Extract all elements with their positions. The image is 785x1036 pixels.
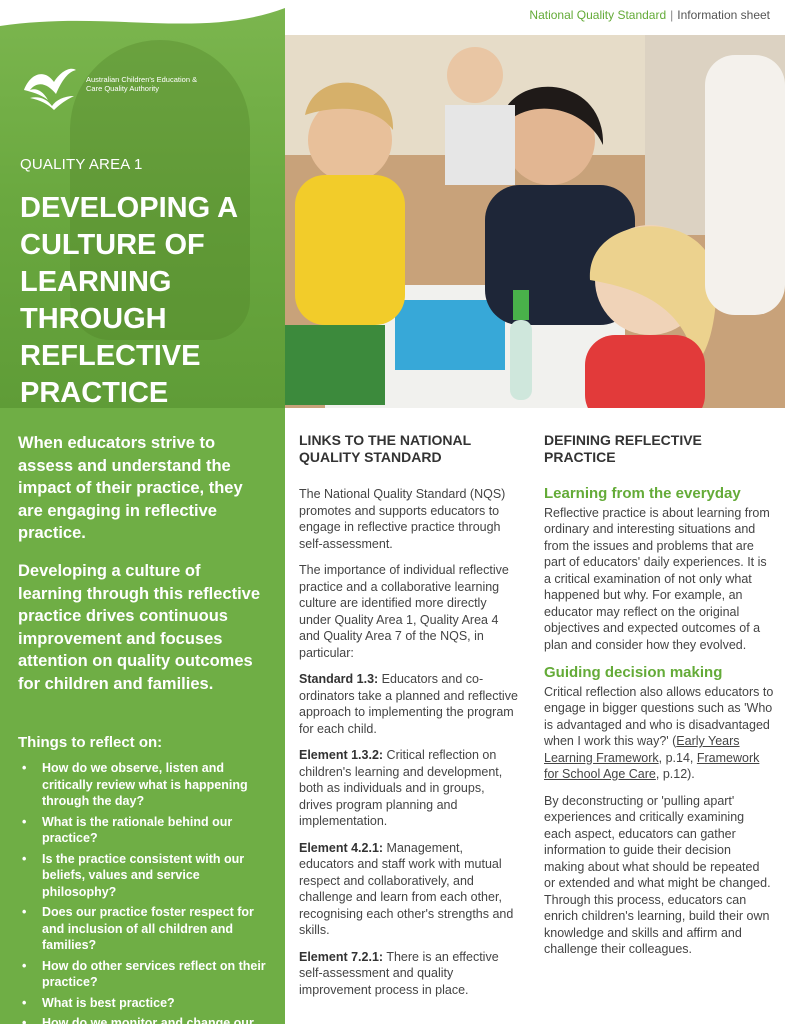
header-bar: [285, 0, 785, 35]
nqs-item-element-1-3-2: [299, 747, 521, 830]
links-paragraph-2: The importance of individual reflective practice and a collaborative learning culture are identified more directly under Quality Area 1, Quality Area 4 and Quality Area 7 of the NQS, in particular:: [299, 563, 509, 660]
list-item: • How do other services reflect on their practice?: [18, 958, 268, 991]
left-column: [0, 408, 285, 1030]
list-item: • What is the rationale behind our practice?: [18, 814, 268, 847]
intro-statement-1: When educators strive to assess and understand the impact of their practice, they are engaging in reflective practice.: [18, 434, 243, 542]
nqs-item-label: Element 1.3.2:: [299, 748, 384, 762]
list-item: • How do we observe, listen and critically review what is happening through the day?: [18, 760, 268, 810]
nqs-item-text: Critical reflection on children's learning and development, both as individuals and in groups, drives program planning and implementation.: [299, 748, 503, 828]
sub-heading-decision: Guiding decision making: [544, 664, 723, 681]
header-nqs: National Quality Standard: [529, 8, 667, 22]
hero-green-panel: [0, 0, 285, 408]
defining-heading: DEFINING REFLECTIVE PRACTICE: [544, 432, 702, 465]
header-info: Information sheet: [677, 8, 770, 22]
header-separator: |: [670, 8, 674, 22]
nqs-item-element-4-2-1: [299, 840, 521, 939]
list-item: • How do we monitor and change our: [18, 1015, 268, 1032]
decision-paragraph: [544, 684, 774, 783]
everyday-paragraph: Reflective practice is about learning from ordinary and interesting situations and from the issues and problems that are part of educators' daily experiences. It is a critical examination of not only what happened but why. For example, an educator may reflect on the original objectives and expected outcomes of a plan and consider how they evolved.: [544, 505, 770, 652]
nqs-item-text: There is an effective self-assessment and quality improvement process in place.: [299, 949, 499, 997]
nqs-item-text: Management, educators and staff work with mutual respect and collaboratively, and challenge and learn from each other, recognising each other's strengths and skills.: [299, 840, 514, 937]
hero-section: [0, 0, 785, 408]
classroom-photo-illustration: [285, 35, 785, 408]
nqs-item-text: Educators and co-ordinators take a planned and reflective approach to implementing the program for each child.: [299, 672, 518, 736]
intro-statement-2: Developing a culture of learning through this reflective practice drives continuous improvement and focuses attention on quality outcomes for children and families.: [18, 562, 261, 693]
acecqa-logo-icon: [20, 60, 80, 110]
eylf-link[interactable]: Early Years Learning Framework: [544, 734, 740, 765]
deconstructing-paragraph: By deconstructing or 'pulling apart' experiences and critically examining each aspect, educators can gather information to guide their decision making about what should be repeated or extended and what might be changed. Through this process, educators can enrich children's learning, build their own knowledge and skills and affirm and challenge their colleagues.: [544, 793, 771, 956]
fsac-link[interactable]: Framework for School Age Care: [544, 750, 760, 781]
nqs-item-label: Element 4.2.1:: [299, 840, 384, 855]
links-heading: LINKS TO THE NATIONAL QUALITY STANDARD: [299, 432, 471, 465]
quality-area-label: QUALITY AREA 1: [20, 156, 143, 173]
nqs-item-standard-1-3: [299, 671, 521, 737]
page-title: DEVELOPING A CULTURE OF LEARNING THROUGH REFLECTIVE PRACTICE: [20, 192, 237, 408]
logo-text: Australian Children's Education & Care Quality Authority: [86, 75, 198, 93]
top-wave-shape: [0, 0, 285, 36]
hero-photo: [285, 35, 785, 408]
sub-heading-everyday: Learning from the everyday: [544, 485, 741, 502]
nqs-item-label: Element 7.2.1:: [299, 949, 384, 964]
right-column: [544, 408, 774, 968]
list-item: • What is best practice?: [18, 995, 268, 1012]
decision-text-b: , p.14,: [658, 750, 697, 765]
links-paragraph-1: The National Quality Standard (NQS) promotes and supports educators to engage in reflective practice through self-assessment.: [299, 487, 506, 551]
nqs-item-element-7-2-1: [299, 949, 521, 999]
reflect-list: [18, 760, 268, 1036]
nqs-item-label: Standard 1.3:: [299, 672, 379, 686]
decision-text-c: , p.12).: [655, 767, 695, 781]
list-item: • Does our practice foster respect for and inclusion of all children and families?: [18, 904, 268, 954]
middle-column: [299, 408, 521, 1008]
reflect-heading: Things to reflect on:: [18, 734, 163, 751]
list-item: • Is the practice consistent with our beliefs, values and service philosophy?: [18, 851, 268, 901]
decision-text-a: Critical reflection also allows educators to engage in bigger questions such as 'Who is advantaged and who is disadvantaged when I work this way?' (: [544, 684, 774, 748]
